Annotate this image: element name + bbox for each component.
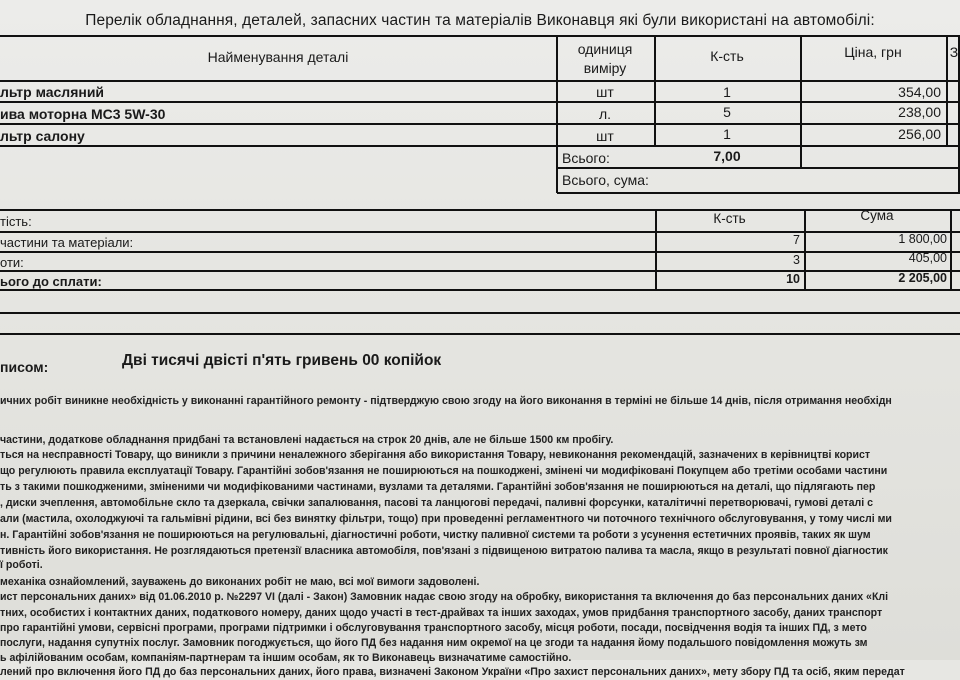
summary-header-label: тість: bbox=[0, 214, 32, 229]
terms-line-12: ист персональних даних» від 01.06.2010 р. №2297 VI (далі - Закон) Замовник надає свою згоду на обробку, використання та включення до баз персональних даних «Клі bbox=[0, 591, 889, 603]
summary-col-divider-3 bbox=[950, 209, 952, 290]
part-row-2-price: 238,00 bbox=[898, 104, 941, 120]
summary-row-3-label: ього до сплати: bbox=[0, 274, 102, 289]
total-label: Всього: bbox=[562, 150, 610, 166]
summary-row-2-label: оти: bbox=[0, 255, 24, 270]
terms-line-5: ть з такими пошкодженими, зміненими чи модифікованими частинами, вузлами та деталями. Гарантійні зобов'язання не поширюються на деталі, що підлягають пер bbox=[0, 481, 876, 493]
summary-row-1-sum: 1 800,00 bbox=[898, 232, 947, 246]
part-row-2-qty: 5 bbox=[723, 104, 731, 120]
part-row-1-name: льтр масляний bbox=[0, 84, 105, 100]
summary-row-3-sum: 2 205,00 bbox=[898, 271, 947, 285]
amount-in-words-label: писом: bbox=[0, 359, 49, 375]
parts-row-border-1 bbox=[0, 101, 960, 103]
part-row-3-unit: шт bbox=[596, 128, 614, 144]
header-qty: К-сть bbox=[710, 48, 744, 64]
part-row-2-unit: л. bbox=[598, 106, 612, 122]
amount-in-words-value: Дві тисячі двісті п'ять гривень 00 копійок bbox=[122, 352, 442, 369]
terms-line-9: тивність його використання. Не розглядаються претензії власника автомобіля, пов'язані з підвищеною витратою палива та масла, якщо в результаті повної діагностик bbox=[0, 545, 888, 557]
terms-line-17: лений про включення його ПД до баз персональних даних, його права, визначені Законом України «Про захист персональних даних», мету збору ПД та осіб, яким передат bbox=[0, 666, 905, 678]
parts-table-top-border bbox=[0, 35, 960, 37]
summary-header-qty: К-сть bbox=[713, 211, 746, 226]
summary-bottom-border bbox=[0, 289, 960, 291]
header-unit-line2: виміру bbox=[583, 60, 627, 76]
parts-row-border-3 bbox=[0, 145, 960, 147]
terms-line-15: послуги, надання супутніх послуг. Замовник погоджується, що його ПД без надання ним окремої на це згоди та надання йому подальшого повідомлення можуть зм bbox=[0, 637, 868, 649]
parts-row-border-2 bbox=[0, 123, 960, 125]
summary-row-1-label: частини та матеріали: bbox=[0, 235, 134, 250]
part-row-2-name: ива моторна МС3 5W-30 bbox=[0, 106, 166, 122]
part-row-3-qty: 1 bbox=[723, 126, 731, 142]
terms-line-14: про гарантійні умови, сервісні програми, програми підтримки і обслуговування транспортного засобу, місця роботи, посади, посвідчення водія та інших ПД, з мето bbox=[0, 622, 867, 634]
total-sum-label: Всього, сума: bbox=[562, 172, 649, 188]
terms-line-8: н. Гарантійні зобов'язання не поширюються на регулювальні, діагностичні роботи, чистку паливної системи та роботи з усунення естетичних проявів, таких як шум bbox=[0, 529, 871, 541]
terms-line-1: ичних робіт виникне необхідність у виконанні гарантійного ремонту - підтверджую свою згоду на його виконання в терміні не більше 14 днів, після отримання необхідн bbox=[0, 395, 892, 407]
header-extra: З bbox=[949, 44, 959, 60]
terms-line-6: , диски зчеплення, автомобільне скло та дзеркала, свічки запалювання, пасові та ланцюгові передачі, паливні форсунки, каталітичні перетворювачі, гумові деталі с bbox=[0, 497, 874, 509]
document-heading: Перелік обладнання, деталей, запасних частин та матеріалів Виконавця які були використані на автомобілі: bbox=[85, 12, 875, 29]
header-unit-line1: одиниця bbox=[577, 41, 633, 57]
header-name: Найменування деталі bbox=[207, 49, 349, 65]
header-price: Ціна, грн bbox=[844, 44, 902, 60]
summary-header-sum: Сума bbox=[860, 208, 894, 223]
total-row-border bbox=[557, 167, 960, 169]
part-row-1-unit: шт bbox=[596, 84, 614, 100]
terms-line-10: ї роботі. bbox=[0, 559, 43, 571]
part-row-3-price: 256,00 bbox=[898, 126, 941, 142]
parts-table-header-border bbox=[0, 80, 960, 82]
summary-row-2-sum: 405,00 bbox=[908, 251, 947, 265]
summary-row-3-qty: 10 bbox=[786, 272, 800, 286]
terms-line-11: механіка ознайомлений, зауважень до виконаних робіт не маю, всі мої вимоги задоволені. bbox=[0, 576, 480, 588]
terms-line-16: ь афілійованим особам, компаніям-партнерам та іншим особам, як то Виконавець визначатиме самостійно. bbox=[0, 652, 572, 664]
separator-line-2 bbox=[0, 333, 960, 335]
part-row-3-name: льтр салону bbox=[0, 128, 85, 144]
summary-row-2-qty: 3 bbox=[793, 253, 800, 267]
terms-line-2: частини, додаткове обладнання придбані та встановлені надається на строк 20 днів, але не більше 1500 км пробігу. bbox=[0, 434, 614, 446]
terms-line-7: али (мастила, охолоджуючі та гальмівні рідини, всі без винятку фільтри, тощо) при проведенні регламентного чи поточного технічного обслуговування, у тому числі ми bbox=[0, 513, 892, 525]
total-qty: 7,00 bbox=[713, 148, 741, 164]
terms-line-4: що регулюють правила експлуатації Товару. Гарантійні зобов'язання не поширюються на пошкоджені, змінені чи модифіковані Покупцем або третіми особами частини bbox=[0, 465, 888, 477]
separator-line-1 bbox=[0, 312, 960, 314]
terms-line-3: ться на несправності Товару, що виникли з причини неналежного зберігання або використання Товару, невиконання рекомендацій, зазначених в керівництві корист bbox=[0, 449, 871, 461]
total-sum-row-border bbox=[557, 192, 960, 194]
part-row-1-qty: 1 bbox=[723, 84, 731, 100]
summary-row-1-qty: 7 bbox=[793, 233, 800, 247]
part-row-1-price: 354,00 bbox=[898, 84, 941, 100]
terms-line-13: тних, особистих і контактних даних, податкового номеру, даних щодо участі в тест-драйвах та інших заходах, умов придбання транспортного засобу, даних транспорт bbox=[0, 607, 883, 619]
